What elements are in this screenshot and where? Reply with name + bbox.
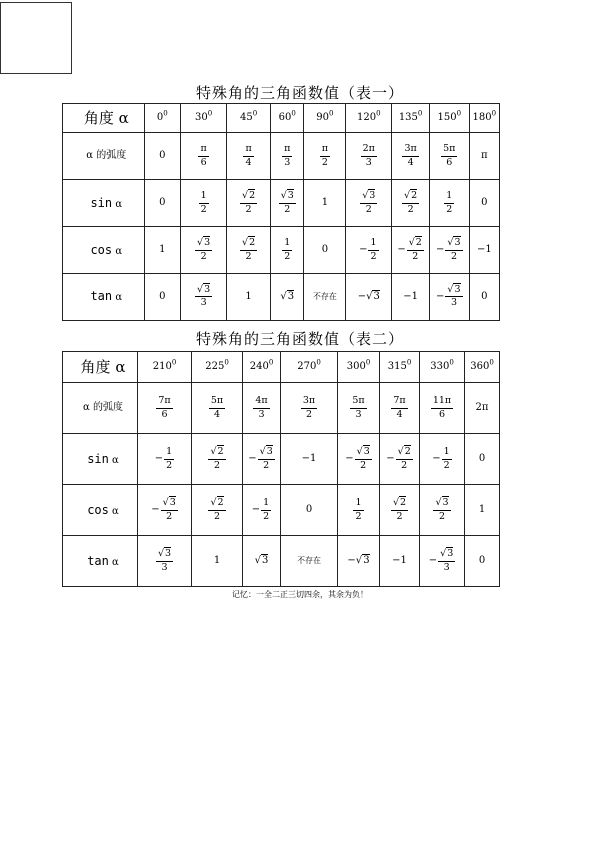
value-cell: − $\frac{√2}{2}$ — [392, 227, 430, 274]
value-cell: − $\frac{√3}{2}$ — [138, 485, 192, 536]
value-cell: 1 — [227, 273, 271, 320]
value-cell: 2π — [465, 383, 500, 434]
value-cell: − $\frac{1}{2}$ — [346, 227, 392, 274]
value-cell: $60^0$ — [271, 104, 304, 133]
value-cell: $120^0$ — [346, 104, 392, 133]
value-cell: $\frac{\pi}{4}$ — [227, 133, 271, 180]
row-label: tan α — [63, 536, 138, 587]
value-cell: $330^0$ — [420, 352, 465, 383]
value-cell: −√3 — [346, 273, 392, 320]
value-cell: $150^0$ — [429, 104, 469, 133]
value-cell: −√3 — [338, 536, 380, 587]
value-cell: $\frac{√2}{2}$ — [192, 434, 243, 485]
value-cell: − $\frac{√3}{3}$ — [420, 536, 465, 587]
value-cell: $\frac{3\pi}{4}$ — [392, 133, 430, 180]
value-cell: $180^0$ — [469, 104, 499, 133]
value-cell: $90^0$ — [304, 104, 346, 133]
value-cell: − $\frac{1}{2}$ — [138, 434, 192, 485]
row-label: cos α — [63, 485, 138, 536]
value-cell: − $\frac{√3}{2}$ — [429, 227, 469, 274]
value-cell: $\frac{4\pi}{3}$ — [243, 383, 281, 434]
value-cell: $\frac{5\pi}{3}$ — [338, 383, 380, 434]
value-cell: $\frac{3\pi}{2}$ — [281, 383, 338, 434]
value-cell: $0^0$ — [144, 104, 181, 133]
value-cell: $\frac{√3}{2}$ — [346, 180, 392, 227]
value-cell: 0 — [281, 485, 338, 536]
value-cell: 1 — [304, 180, 346, 227]
table2 — [62, 351, 500, 587]
value-cell: 0 — [469, 180, 499, 227]
value-cell: 0 — [144, 133, 181, 180]
value-cell: $\frac{\pi}{6}$ — [181, 133, 227, 180]
value-cell: 不存在 — [281, 536, 338, 587]
value-cell: 0 — [144, 273, 181, 320]
tan-row — [63, 273, 500, 320]
value-cell: − $\frac{√3}{2}$ — [243, 434, 281, 485]
value-cell: −1 — [392, 273, 430, 320]
value-cell: $\frac{2\pi}{3}$ — [346, 133, 392, 180]
value-cell: $\frac{\pi}{2}$ — [304, 133, 346, 180]
row-label: sin α — [63, 180, 145, 227]
row-label: 角度 α — [63, 104, 145, 133]
value-cell: 0 — [469, 273, 499, 320]
value-cell: $\frac{√3}{3}$ — [138, 536, 192, 587]
value-cell: $\frac{√2}{2}$ — [380, 485, 420, 536]
value-cell: − $\frac{√2}{2}$ — [380, 434, 420, 485]
value-cell: $\frac{7\pi}{6}$ — [138, 383, 192, 434]
value-cell: 0 — [304, 227, 346, 274]
value-cell: 0 — [465, 434, 500, 485]
radian-row — [63, 383, 500, 434]
value-cell: $\frac{1}{2}$ — [271, 227, 304, 274]
value-cell: 0 — [144, 180, 181, 227]
value-cell: $135^0$ — [392, 104, 430, 133]
value-cell: $\frac{√3}{2}$ — [181, 227, 227, 274]
value-cell: $\frac{5\pi}{4}$ — [192, 383, 243, 434]
value-cell: $\frac{5\pi}{6}$ — [429, 133, 469, 180]
value-cell: $\frac{11\pi}{6}$ — [420, 383, 465, 434]
value-cell: $\frac{1}{2}$ — [429, 180, 469, 227]
table1 — [62, 103, 500, 321]
cos-row — [63, 227, 500, 274]
value-cell: 1 — [465, 485, 500, 536]
value-cell: π — [469, 133, 499, 180]
value-cell: − $\frac{1}{2}$ — [243, 485, 281, 536]
value-cell: 不存在 — [304, 273, 346, 320]
row-label: 角度 α — [63, 352, 138, 383]
sin-row — [63, 434, 500, 485]
row-label: α 的弧度 — [63, 383, 138, 434]
blank-box — [0, 2, 72, 74]
value-cell: $45^0$ — [227, 104, 271, 133]
value-cell: 1 — [192, 536, 243, 587]
value-cell: $240^0$ — [243, 352, 281, 383]
tan-row — [63, 536, 500, 587]
value-cell: − $\frac{√3}{2}$ — [338, 434, 380, 485]
value-cell: $270^0$ — [281, 352, 338, 383]
table1-title: 特殊角的三角函数值（表一） — [195, 84, 404, 102]
value-cell: $\frac{7\pi}{4}$ — [380, 383, 420, 434]
value-cell: $\frac{√3}{3}$ — [181, 273, 227, 320]
angle-row — [63, 104, 500, 133]
value-cell: √3 — [271, 273, 304, 320]
value-cell: − $\frac{1}{2}$ — [420, 434, 465, 485]
value-cell: $30^0$ — [181, 104, 227, 133]
value-cell: 0 — [465, 536, 500, 587]
value-cell: −1 — [281, 434, 338, 485]
value-cell: $\frac{1}{2}$ — [181, 180, 227, 227]
value-cell: $360^0$ — [465, 352, 500, 383]
cos-row — [63, 485, 500, 536]
value-cell: $225^0$ — [192, 352, 243, 383]
memory-tip: 记忆：一全二正三切四余，其余为负！ — [232, 590, 368, 599]
value-cell: $\frac{√2}{2}$ — [192, 485, 243, 536]
value-cell: $\frac{√2}{2}$ — [227, 227, 271, 274]
sin-row — [63, 180, 500, 227]
value-cell: $\frac{√3}{2}$ — [420, 485, 465, 536]
value-cell: 1 — [144, 227, 181, 274]
value-cell: $300^0$ — [338, 352, 380, 383]
radian-row — [63, 133, 500, 180]
row-label: tan α — [63, 273, 145, 320]
value-cell: $\frac{\pi}{3}$ — [271, 133, 304, 180]
value-cell: $\frac{√2}{2}$ — [227, 180, 271, 227]
value-cell: − $\frac{√3}{3}$ — [429, 273, 469, 320]
value-cell: $315^0$ — [380, 352, 420, 383]
value-cell: −1 — [469, 227, 499, 274]
value-cell: $210^0$ — [138, 352, 192, 383]
value-cell: √3 — [243, 536, 281, 587]
angle-row — [63, 352, 500, 383]
row-label: cos α — [63, 227, 145, 274]
row-label: sin α — [63, 434, 138, 485]
value-cell: −1 — [380, 536, 420, 587]
row-label: α 的弧度 — [63, 133, 145, 180]
value-cell: $\frac{1}{2}$ — [338, 485, 380, 536]
value-cell: $\frac{√3}{2}$ — [271, 180, 304, 227]
table2-title: 特殊角的三角函数值（表二） — [195, 330, 404, 348]
value-cell: $\frac{√2}{2}$ — [392, 180, 430, 227]
